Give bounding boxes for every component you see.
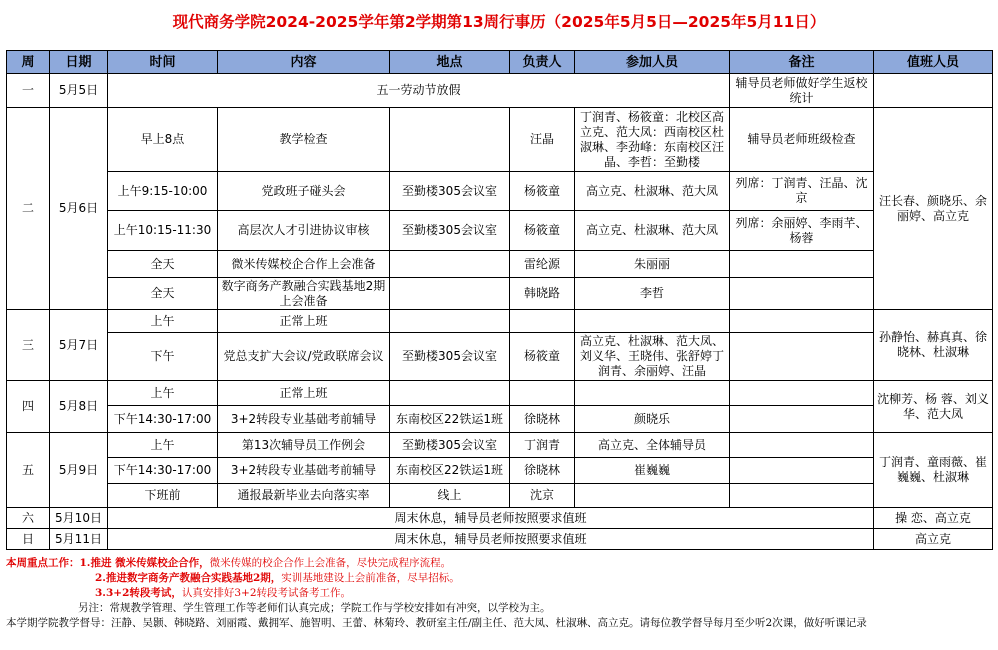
note-cell [730,433,874,458]
date-cell: 5月11日 [50,529,108,550]
notes-item-3-text: 认真安排好3+2转段考试备考工作。 [181,587,352,599]
table-row [7,74,993,108]
content-cell: 数字商务产教融合实践基地2期上会准备 [218,278,390,310]
note-cell: 辅导员老师班级检查 [730,108,874,172]
table-row [7,433,993,458]
participants-cell: 高立克、全体辅导员 [575,433,730,458]
participants-cell: 崔巍巍 [575,458,730,484]
table-row [7,333,993,381]
header-week: 周 [7,51,50,74]
header-duty: 值班人员 [874,51,993,74]
header-place: 地点 [390,51,510,74]
notes-item-1-head: 1.推进 微米传媒校企合作， [79,557,210,569]
table-row [7,458,993,484]
duty-cell [874,74,993,108]
duty-cell: 沈柳芳、杨 蓉、刘义华、范大凤 [874,381,993,433]
content-cell: 周末休息，辅导员老师按照要求值班 [108,529,874,550]
date-cell: 5月10日 [50,508,108,529]
header-notes: 备注 [730,51,874,74]
note-cell: 列席：丁润青、汪晶、沈京 [730,172,874,211]
content-cell: 高层次人才引进协议审核 [218,211,390,251]
participants-cell: 高立克、杜淑琳、范大凤、刘义华、王晓伟、张舒婷丁润青、余丽婷、汪晶 [575,333,730,381]
notes-item-2-head: 2.推进数字商务产教融合实践基地2期， [95,572,282,584]
lead-cell: 徐晓林 [510,458,575,484]
note-cell [730,458,874,484]
participants-cell: 高立克、杜淑琳、范大凤 [575,211,730,251]
participants-cell: 李哲 [575,278,730,310]
content-cell: 通报最新毕业去向落实率 [218,484,390,508]
note-cell [730,406,874,433]
place-cell: 至勤楼305会议室 [390,172,510,211]
content-cell: 党政班子碰头会 [218,172,390,211]
lead-cell [510,310,575,333]
table-row [7,406,993,433]
place-cell: 东南校区22铁运1班 [390,406,510,433]
header-lead: 负责人 [510,51,575,74]
day-cell: 一 [7,74,50,108]
header-date: 日期 [50,51,108,74]
time-cell: 上午 [108,433,218,458]
notes-section [6,556,992,631]
time-cell: 全天 [108,251,218,278]
place-cell [390,278,510,310]
lead-cell [510,381,575,406]
duty-cell: 操 恋、高立克 [874,508,993,529]
date-cell: 5月6日 [50,108,108,310]
table-row [7,484,993,508]
header-row [7,51,993,74]
time-cell: 下午14:30-17:00 [108,458,218,484]
day-cell: 日 [7,529,50,550]
lead-cell: 沈京 [510,484,575,508]
content-cell: 正常上班 [218,381,390,406]
date-cell: 5月9日 [50,433,108,508]
participants-cell: 朱丽丽 [575,251,730,278]
notes-supervisors: 本学期学院教学督导：汪静、吴颢、韩晓路、刘丽霞、戴拥军、施智明、王蕾、林菊玲、教研室主任/副主任、范大凤、杜淑琳、高立克。请每位教学督导每月至少听2次课，做好听课记录 [6,617,867,629]
content-cell: 党总支扩大会议/党政联席会议 [218,333,390,381]
duty-cell: 丁润青、童雨薇、崔巍巍、杜淑琳 [874,433,993,508]
note-cell [730,484,874,508]
lead-cell: 丁润青 [510,433,575,458]
notes-line-1 [6,556,992,571]
day-cell: 二 [7,108,50,310]
participants-cell: 丁润青、杨筱童：北校区高立克、范大凤：西南校区杜淑琳、李劲峰：东南校区汪晶、李哲：至勤楼 [575,108,730,172]
lead-cell: 徐晓林 [510,406,575,433]
table-row [7,172,993,211]
note-cell [730,310,874,333]
time-cell: 上午9:15-10:00 [108,172,218,211]
place-cell [390,251,510,278]
day-cell: 四 [7,381,50,433]
day-cell: 三 [7,310,50,381]
lead-cell: 汪晶 [510,108,575,172]
place-cell: 至勤楼305会议室 [390,433,510,458]
table-row [7,310,993,333]
participants-cell: 高立克、杜淑琳、范大凤 [575,172,730,211]
place-cell [390,108,510,172]
content-cell: 五一劳动节放假 [108,74,730,108]
lead-cell: 雷纶源 [510,251,575,278]
lead-cell: 杨筱童 [510,172,575,211]
table-row [7,278,993,310]
day-cell: 六 [7,508,50,529]
day-cell: 五 [7,433,50,508]
note-cell [730,251,874,278]
lead-cell: 韩晓路 [510,278,575,310]
note-cell [730,278,874,310]
place-cell: 东南校区22铁运1班 [390,458,510,484]
note-cell: 列席：余丽婷、李雨芊、杨蓉 [730,211,874,251]
time-cell: 全天 [108,278,218,310]
notes-item-1-text: 微米传媒的校企合作上会准备，尽快完成程序流程。 [209,557,452,569]
content-cell: 第13次辅导员工作例会 [218,433,390,458]
note-cell: 辅导员老师做好学生返校统计 [730,74,874,108]
lead-cell: 杨筱童 [510,333,575,381]
place-cell: 至勤楼305会议室 [390,333,510,381]
participants-cell [575,484,730,508]
participants-cell: 颜晓乐 [575,406,730,433]
time-cell: 下班前 [108,484,218,508]
notes-other: 另注：常规教学管理、学生管理工作等老师们认真完成；学院工作与学校安排如有冲突，以学校为主。 [78,602,551,614]
time-cell: 上午 [108,310,218,333]
header-content: 内容 [218,51,390,74]
note-cell [730,381,874,406]
header-time: 时间 [108,51,218,74]
notes-item-2-text: 实训基地建设上会前准备，尽早招标。 [281,572,460,584]
place-cell [390,381,510,406]
notes-label: 本周重点工作： [6,557,80,569]
participants-cell [575,310,730,333]
duty-cell: 孙静怡、赫真真、徐晓林、杜淑琳 [874,310,993,381]
header-participants: 参加人员 [575,51,730,74]
note-cell [730,333,874,381]
participants-cell [575,381,730,406]
place-cell: 线上 [390,484,510,508]
content-cell: 教学检查 [218,108,390,172]
table-row [7,381,993,406]
time-cell: 上午 [108,381,218,406]
time-cell: 早上8点 [108,108,218,172]
table-row [7,508,993,529]
time-cell: 下午14:30-17:00 [108,406,218,433]
table-row [7,211,993,251]
content-cell: 周末休息，辅导员老师按照要求值班 [108,508,874,529]
content-cell: 3+2转段专业基础考前辅导 [218,458,390,484]
place-cell [390,310,510,333]
date-cell: 5月5日 [50,74,108,108]
notes-line-2 [6,571,992,586]
notes-line-3 [6,586,992,601]
page-title: 现代商务学院2024-2025学年第2学期第13周行事历（2025年5月5日—2025年5月11日） [172,13,826,31]
content-cell: 微米传媒校企合作上会准备 [218,251,390,278]
time-cell: 上午10:15-11:30 [108,211,218,251]
table-row [7,108,993,172]
time-cell: 下午 [108,333,218,381]
duty-cell: 汪长春、颜晓乐、余丽婷、高立克 [874,108,993,310]
table-row [7,251,993,278]
place-cell: 至勤楼305会议室 [390,211,510,251]
table-row [7,529,993,550]
date-cell: 5月7日 [50,310,108,381]
date-cell: 5月8日 [50,381,108,433]
notes-item-3-head: 3.3+2转段考试， [95,587,182,599]
schedule-table [6,50,993,550]
duty-cell: 高立克 [874,529,993,550]
content-cell: 3+2转段专业基础考前辅导 [218,406,390,433]
content-cell: 正常上班 [218,310,390,333]
lead-cell: 杨筱童 [510,211,575,251]
